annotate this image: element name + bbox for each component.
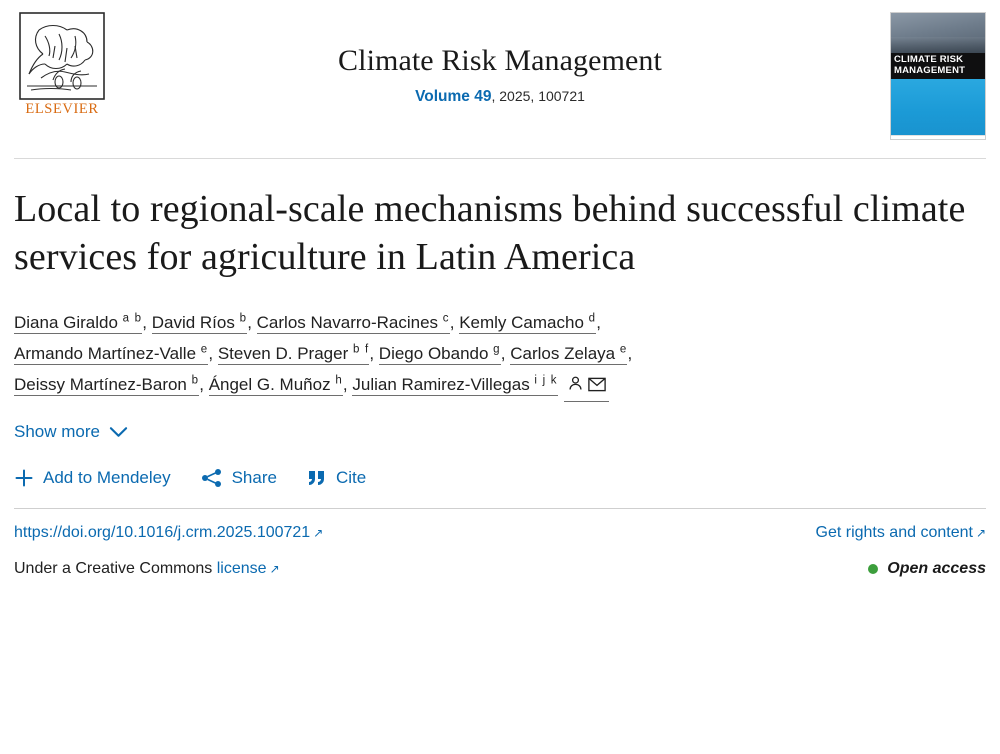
add-to-mendeley-button[interactable] — [14, 468, 171, 488]
open-access-label: Open access — [887, 560, 986, 577]
cover-footer — [891, 135, 985, 140]
chevron-down-icon — [109, 426, 128, 438]
elsevier-tree-logo-icon — [19, 12, 105, 100]
author-item[interactable]: Diana Giraldo $^{a b}$ — [14, 312, 143, 332]
author-item[interactable]: Carlos Navarro-Racines $^c$ — [256, 312, 450, 332]
external-link-arrow-icon: ↗ — [313, 526, 324, 540]
quote-icon — [307, 469, 327, 487]
actions-divider — [14, 508, 986, 509]
journal-header — [14, 0, 986, 152]
show-more-label: Show more — [14, 422, 100, 441]
cover-color-block — [891, 79, 985, 135]
author-item[interactable]: Deissy Martínez-Baron $^b$ — [14, 374, 200, 394]
license-text-wrap — [14, 560, 280, 578]
share-label: Share — [231, 468, 277, 487]
get-rights-and-content-link[interactable]: Get rights and content — [815, 524, 973, 541]
external-link-arrow-icon: ↗ — [975, 526, 986, 540]
author-item[interactable]: Armando Martínez-Valle $^e$ — [14, 343, 209, 363]
header-divider — [14, 158, 986, 159]
author-item[interactable]: Kemly Camacho $^d$ — [459, 312, 597, 332]
journal-cover-thumbnail[interactable] — [890, 12, 986, 140]
plus-icon — [14, 468, 34, 488]
elsevier-wordmark: ELSEVIER — [25, 101, 99, 117]
doi-link-wrap[interactable] — [14, 524, 323, 542]
journal-info — [110, 8, 890, 106]
doi-link[interactable]: https://doi.org/10.1016/j.crm.2025.100721 — [14, 524, 311, 541]
license-link[interactable]: license — [216, 560, 267, 577]
author-item[interactable]: Steven D. Prager $^{b f}$ — [217, 343, 370, 363]
person-icon — [567, 375, 584, 392]
envelope-icon — [588, 377, 606, 392]
doi-row — [14, 524, 986, 542]
open-access-dot-icon — [868, 564, 878, 574]
cite-button[interactable] — [307, 468, 366, 488]
share-icon — [201, 468, 223, 488]
license-prefix: Under a Creative Commons — [14, 560, 213, 577]
article-actions — [14, 468, 986, 488]
license-row — [14, 560, 986, 578]
add-to-mendeley-label: Add to Mendeley — [43, 468, 171, 487]
page-title: Local to regional-scale mechanisms behind successful climate services for agriculture in Latin America — [14, 188, 966, 278]
show-more-button[interactable] — [14, 422, 128, 442]
external-link-arrow-icon: ↗ — [269, 562, 280, 576]
corresponding-author-icons[interactable] — [564, 369, 609, 402]
author-item[interactable]: Julian Ramirez-Villegas $^{i j k}$ — [352, 374, 558, 394]
author-item[interactable]: Carlos Zelaya $^e$ — [510, 343, 628, 363]
cover-photo — [891, 13, 985, 53]
volume-link[interactable]: Volume 49 — [415, 88, 492, 105]
cover-footer-bar — [894, 139, 948, 140]
rights-link-wrap[interactable] — [816, 524, 987, 542]
author-list: Diana Giraldo $^{a b}$, David Ríos $^b$, Carlos Navarro-Racines $^c$, Kemly Camacho $^d$, Armando Martínez-Valle $^e$, Steven D. Prager $^{b f}$, Diego Obando $^g$, Carlos Zelaya $^e$, Deissy Martínez-Baron $^b$, Ángel G. Muñoz $^h$, Julian Ramirez-Villegas $^{i j k}$ — [14, 307, 986, 402]
cover-title: CLIMATE RISK MANAGEMENT — [891, 53, 985, 79]
volume-rest: , 2025, 100721 — [491, 88, 585, 104]
journal-volume-line — [110, 88, 890, 106]
author-item[interactable]: David Ríos $^b$ — [151, 312, 248, 332]
elsevier-logo[interactable] — [14, 8, 110, 118]
journal-title: Climate Risk Management — [338, 44, 662, 77]
cite-label: Cite — [335, 468, 367, 487]
share-button[interactable] — [201, 468, 277, 488]
open-access-badge — [868, 560, 986, 578]
author-item[interactable]: Ángel G. Muñoz $^h$ — [208, 374, 343, 394]
author-item[interactable]: Diego Obando $^g$ — [378, 343, 501, 363]
